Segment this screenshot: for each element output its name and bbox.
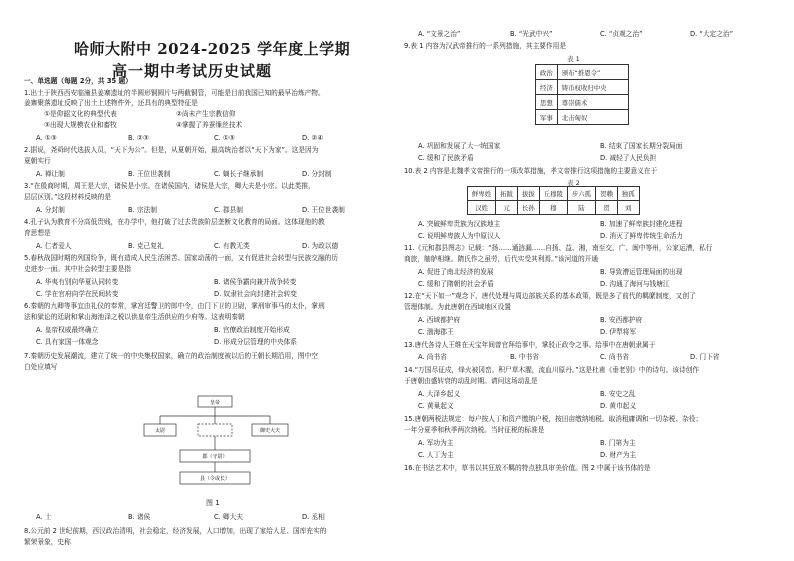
q11-option-a: A. 促进了南北经济的发展 bbox=[418, 268, 494, 276]
q13-option-b: B. 中书省 bbox=[510, 353, 539, 361]
q1-line2: 姜寨聚落遗址反映了出土上述物件外，还具有的典型特征是 bbox=[24, 99, 198, 107]
q8-line2: 繁荣景象，史称 bbox=[24, 538, 71, 546]
table2-caption: 表 2 bbox=[567, 179, 580, 187]
table-cell: 汉姓 bbox=[468, 201, 496, 215]
q4-line1: 4.孔子认为教育不分高低贵贱，在办学中，他打破了过去贵族阶层垄断文化教育的局面。这体现他的教 bbox=[24, 218, 325, 226]
q8-option-c: C. “贞观之治” bbox=[600, 30, 643, 38]
q15-option-b: B. 门第为主 bbox=[600, 439, 636, 447]
q2-option-a: A. 禅让制 bbox=[36, 170, 65, 178]
table-cell: 穆 bbox=[539, 201, 567, 215]
exam-title-line1: 哈师大附中 2024-2025 学年度上学期 bbox=[74, 40, 351, 58]
q12-line1: 12.在“天下如一”观念下，唐代处理与周边部族关系的基本政策，既是多了前代的羁縻制度，又创了 bbox=[404, 292, 696, 300]
q5-option-a: A. 华夷有别向华夏认同转变 bbox=[36, 278, 119, 286]
table-cell: 北击匈奴 bbox=[557, 110, 628, 125]
table-cell: 陆 bbox=[567, 201, 595, 215]
table-cell: 贺 bbox=[596, 201, 618, 215]
diagram-top-label: 皇帝 bbox=[209, 400, 221, 406]
q10-option-d: D. 消灭了鲜卑传统生命活力 bbox=[600, 232, 683, 240]
q8-option-b: B. “光武中兴” bbox=[510, 30, 553, 38]
table-row bbox=[536, 65, 629, 80]
q10-stem: 10.表 2 内容是北魏孝文帝推行的一项改革措施，孝文帝推行这项措施的主要意义在于 bbox=[404, 167, 658, 175]
q1-item: ①是仰韶文化的典型代表 bbox=[44, 110, 117, 118]
q5-line1: 5.春秋战国时期的列国纷争，既有造成人民生活困苦、国家动荡的一面，又有促进社会转型与民族交融的历 bbox=[24, 254, 339, 262]
q7-option-c: C. 卿大夫 bbox=[214, 513, 243, 521]
q1-option-d: D. ②④ bbox=[302, 134, 324, 142]
q9-option-d: D. 减轻了人民负担 bbox=[600, 154, 657, 162]
table-cell: 丘穆陵 bbox=[539, 187, 567, 201]
figure1-diagram bbox=[140, 394, 290, 490]
q13-option-c: C. 尚书省 bbox=[600, 353, 629, 361]
section-heading: 一、单选题（每题 2分，共 35 题） bbox=[24, 77, 132, 85]
q2-line2: 夏朝实行 bbox=[24, 157, 51, 165]
q15-option-d: D. 财产为主 bbox=[600, 451, 637, 459]
q8-line1: 8.公元前 2 世纪前期，西汉政治清明，社会稳定，经济发展，人口增加，出现了家给人足、国库充实的 bbox=[24, 527, 327, 535]
table1 bbox=[535, 64, 629, 125]
q6-option-c: C. 具有家国一体观念 bbox=[36, 338, 99, 346]
q9-option-b: B. 结束了国家长期分裂局面 bbox=[600, 142, 683, 150]
q1-item: ④掌握了养蚕缫丝技术 bbox=[176, 121, 243, 129]
table-cell: 鲜卑姓 bbox=[468, 187, 496, 201]
q6-option-b: B. 官僚政治制度开始形成 bbox=[214, 326, 290, 334]
diagram-commandery-label: 郡（守尉） bbox=[202, 454, 228, 460]
table-row bbox=[536, 110, 629, 125]
figure1-caption: 图 1 bbox=[206, 499, 220, 507]
q4-option-a: A. 仁者爱人 bbox=[36, 242, 72, 250]
table-cell: 独孤 bbox=[617, 187, 639, 201]
q11-option-d: D. 沟通了海河与钱塘江 bbox=[600, 280, 670, 288]
q4-line2: 育思想是 bbox=[24, 229, 51, 237]
q8-option-d: D. “大定之治” bbox=[690, 30, 734, 38]
q1-option-c: C. ①③ bbox=[214, 134, 235, 142]
table-cell: 元 bbox=[496, 201, 518, 215]
table-cell: 拓跋 bbox=[496, 187, 518, 201]
table-row bbox=[536, 95, 629, 110]
q1-item: ②尚未产生宗教信仰 bbox=[176, 110, 236, 118]
table-row bbox=[536, 80, 629, 95]
q12-option-c: C. 渤海郡王 bbox=[418, 328, 454, 336]
table-cell: 步六孤 bbox=[567, 187, 595, 201]
q9-stem: 9.表 1 内容为汉武帝推行的一系列措施，其主要作用是 bbox=[404, 42, 567, 50]
q10-option-a: A. 突破鲜卑贵族为汉族地主 bbox=[418, 220, 501, 228]
q14-option-b: B. 安史之乱 bbox=[600, 390, 636, 398]
q5-option-c: C. 学在官府向学在民间转变 bbox=[36, 290, 119, 298]
q15-option-a: A. 军功为主 bbox=[418, 439, 454, 447]
q3-line1: 3.“在殷商时期，周王是大宗，诸侯是小宗。在诸侯国内，诸侯是大宗，卿大夫是小宗。以此类推， bbox=[24, 182, 315, 190]
q15-line1: 15.唐朝两税法规定：每户按人丁和资产缴纳户税，按田亩缴纳地税。取消租庸调和一切杂税、杂役； bbox=[404, 415, 703, 423]
table-cell: 铸币权收归中央 bbox=[557, 80, 628, 95]
table-cell: 刘 bbox=[617, 201, 639, 215]
q11-option-c: C. 缓和了隋朝的社会矛盾 bbox=[418, 280, 494, 288]
table-cell: 思想 bbox=[536, 95, 558, 110]
exam-title-line2: 高一期中考试历史试题 bbox=[112, 62, 273, 80]
q3-option-b: B. 宗法制 bbox=[128, 206, 157, 214]
q2-option-c: C. 嫡长子继承制 bbox=[214, 170, 264, 178]
q16-stem: 16.在书法艺术中，草书以其狂放不羁的特点独具审美价值。图 2 中属于该书体的是 bbox=[404, 464, 651, 472]
q15-option-c: C. 人丁为主 bbox=[418, 451, 454, 459]
q11-line1: 11.《元和郡县图志》记载：“扬……通涟漏……自扬、益、湘，南至交、广、闽中等州，公家运漕，私行 bbox=[404, 244, 713, 252]
q12-line2: 管理体制。为此唐朝在西域地区设置 bbox=[404, 303, 511, 311]
q7-option-d: D. 丞相 bbox=[302, 513, 325, 521]
table-row bbox=[468, 187, 640, 201]
q2-option-d: D. 分封制 bbox=[302, 170, 332, 178]
table-cell: 长孙 bbox=[517, 201, 539, 215]
q3-option-a: A. 分封制 bbox=[36, 206, 65, 214]
table-cell: 贺赖 bbox=[596, 187, 618, 201]
q7-line1: 7.秦朝历史发展潮流，建立了统一的中央集权国家，确立的政治制度被以后的王朝长期沿用，图中空 bbox=[24, 352, 318, 360]
table-cell: 拔拔 bbox=[517, 187, 539, 201]
q2-line1: 2.据说，尧舜时代选拔人员，“天下为公”。但是，从夏朝开始，最高统治者以“天下为家”。这是因为 bbox=[24, 146, 319, 154]
q2-option-b: B. 王位世袭制 bbox=[128, 170, 171, 178]
q12-option-a: A. 西域都护府 bbox=[418, 316, 461, 324]
diagram-county-label: 县（令或长） bbox=[199, 476, 231, 482]
q5-line2: 史进步一面。其中社会转型主要是指 bbox=[24, 265, 131, 273]
q1-item: ③出现大规模农业和畜牧 bbox=[44, 121, 117, 129]
q14-line2: 于唐朝由盛转衰的动乱时期。请问这场动乱是 bbox=[404, 377, 538, 385]
q9-option-a: A. 巩固和发展了大一统国家 bbox=[418, 142, 501, 150]
q10-option-c: C. 说明鲜卑族人为中原汉人 bbox=[418, 232, 501, 240]
q7-line2: 白处应填写 bbox=[24, 363, 58, 371]
q8-option-a: A. “文景之治” bbox=[418, 30, 461, 38]
q11-option-b: B. 导致漕运管理局面的出现 bbox=[600, 268, 683, 276]
q3-option-c: C. 郡县制 bbox=[214, 206, 243, 214]
q9-option-c: C. 缓和了民族矛盾 bbox=[418, 154, 474, 162]
table-cell: 经济 bbox=[536, 80, 558, 95]
table-cell: 尊崇儒术 bbox=[557, 95, 628, 110]
q5-option-d: D. 奴隶社会向封建社会转变 bbox=[214, 290, 297, 298]
q4-option-b: B. 克己复礼 bbox=[128, 242, 164, 250]
q3-line2: 层层区别。”这段材料反映的是 bbox=[24, 193, 112, 201]
table-cell: 颁布“推恩令” bbox=[557, 65, 628, 80]
q4-option-c: C. 有教无类 bbox=[214, 242, 250, 250]
diagram-left-label: 太尉 bbox=[154, 428, 166, 434]
q1-line1: 1.出土于陕西西安临潼县姜寨遗址的半圆形铜圆片与两截铜管，可能是目前我国已知的最早冶炼产物。 bbox=[24, 89, 325, 97]
q12-option-b: B. 安西都护府 bbox=[600, 316, 643, 324]
q11-line2: 商旅，舳舻相继。隋氏作之虽劳，后代实受其利焉。”该河道的开通 bbox=[404, 255, 599, 263]
q6-line2: 法和狱讼的廷尉和掌山海池泽之税以供皇帝生活供应的少府等。这表明秦朝 bbox=[24, 313, 245, 321]
table2 bbox=[467, 186, 640, 215]
q12-option-d: D. 伊犁将军 bbox=[600, 328, 637, 336]
q14-line1: 14.“万国尽征戍，烽火被冈峦。积尸草木腥，流血川原丹。”这是杜甫《垂老别》中的诗句。该诗创作 bbox=[404, 366, 700, 374]
q1-option-a: A. ①③ bbox=[36, 134, 57, 142]
q5-option-b: B. 诸侯争霸向兼并战争转变 bbox=[214, 278, 297, 286]
table-cell: 军事 bbox=[536, 110, 558, 125]
q4-option-d: D. 为政以德 bbox=[302, 242, 339, 250]
diagram-right-label: 御史大夫 bbox=[259, 428, 281, 434]
q7-option-a: A. 士 bbox=[36, 513, 52, 521]
q13-option-a: A. 尚书省 bbox=[418, 353, 447, 361]
q6-option-d: D. 形成分层管理的中央体系 bbox=[214, 338, 297, 346]
q10-option-b: B. 加速了鲜卑族封建化进程 bbox=[600, 220, 683, 228]
q6-option-a: A. 皇帝权威最终确立 bbox=[36, 326, 99, 334]
q13-stem: 13.唐代各诗人王维在天宝年间曾官拜给事中，掌驳正政令之事。给事中在唐朝隶属于 bbox=[404, 341, 656, 349]
table1-caption: 表 1 bbox=[567, 55, 580, 63]
q14-option-c: C. 黄巢起义 bbox=[418, 402, 454, 410]
q3-option-d: D. 王位世袭制 bbox=[302, 206, 345, 214]
q14-option-a: A. 大泽乡起义 bbox=[418, 390, 461, 398]
q6-line1: 6.秦朝的九卿等事宜由礼仪的奉常，掌宫廷警卫的郎中令，由门下卫的卫尉，掌刑审事马的太仆，掌刑 bbox=[24, 302, 325, 310]
q13-option-d: D. 门下省 bbox=[690, 353, 720, 361]
table-cell: 政治 bbox=[536, 65, 558, 80]
q15-line2: 一年分夏季和秋季两次纳税。当时征税的标准是 bbox=[404, 426, 545, 434]
q14-option-d: D. 黄巾起义 bbox=[600, 402, 637, 410]
table-row bbox=[468, 201, 640, 215]
q7-option-b: B. 诸侯 bbox=[128, 513, 151, 521]
q1-option-b: B. ②③ bbox=[128, 134, 149, 142]
